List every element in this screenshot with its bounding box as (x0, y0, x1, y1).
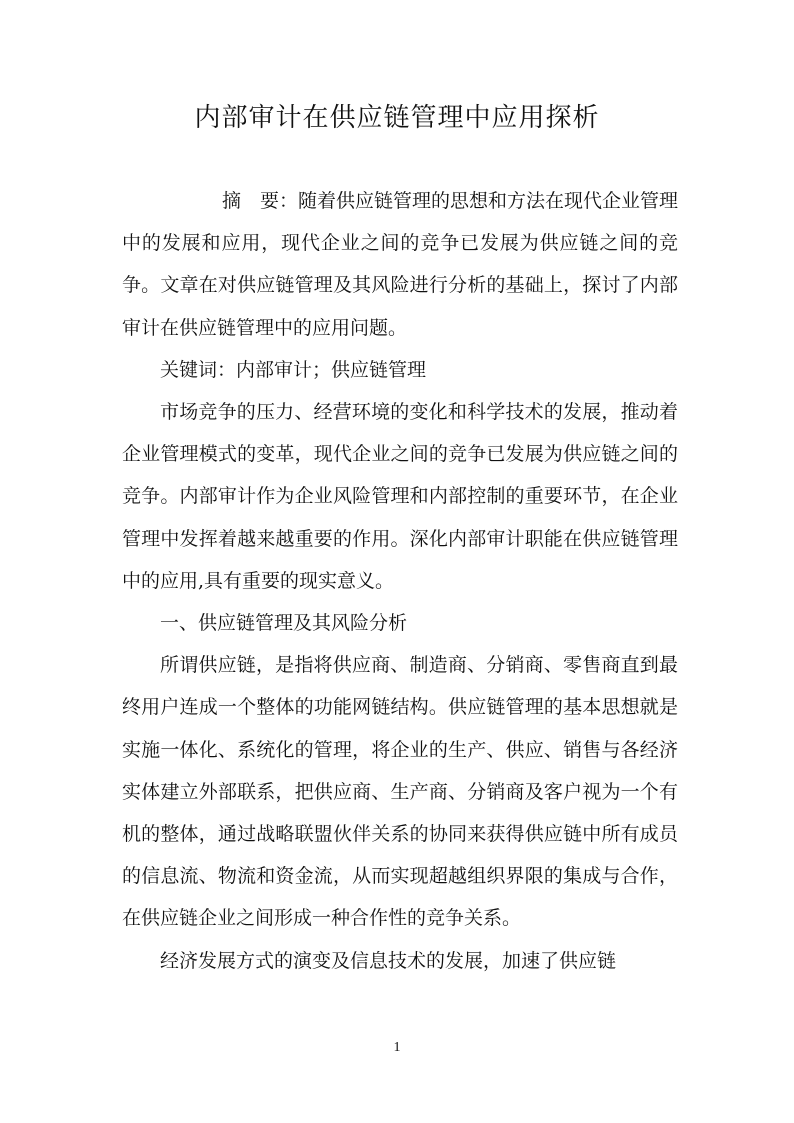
abstract-paragraph: 摘 要：随着供应链管理的思想和方法在现代企业管理中的发展和应用，现代企业之间的竞争已发展为供应链之间的竞争。文章在对供应链管理及其风险进行分析的基础上，探讨了内部审计在供应链管理中的应用问题。 (122, 190, 679, 339)
section-heading: 一、供应链管理及其风险分析 (160, 612, 408, 635)
document-body (122, 180, 678, 982)
body-paragraph: 所谓供应链，是指将供应商、制造商、分销商、零售商直到最终用户连成一个整体的功能网链结构。供应链管理的基本思想就是实施一体化、系统化的管理，将企业的生产、供应、销售与各经济实体建立外部联系，把供应商、生产商、分销商及客户视为一个有机的整体，通过战略联盟伙伴关系的协同来获得供应链中所有成员的信息流、物流和资金流，从而实现超越组织界限的集成与合作，在供应链企业之间形成一种合作性的竞争关系。 (122, 654, 678, 930)
body-paragraph: 市场竞争的压力、经营环境的变化和科学技术的发展，推动着企业管理模式的变革，现代企业之间的竞争已发展为供应链之间的竞争。内部审计作为企业风险管理和内部控制的重要环节，在企业管理中发挥着越来越重要的作用。深化内部审计职能在供应链管理中的应用,具有重要的现实意义。 (122, 401, 678, 592)
body-paragraph: 经济发展方式的演变及信息技术的发展，加速了供应链 (160, 949, 617, 972)
document-title: 内部审计在供应链管理中应用探析 (194, 103, 600, 133)
keywords-line: 关键词：内部审计；供应链管理 (160, 358, 427, 381)
page-number: 1 (393, 1040, 401, 1055)
